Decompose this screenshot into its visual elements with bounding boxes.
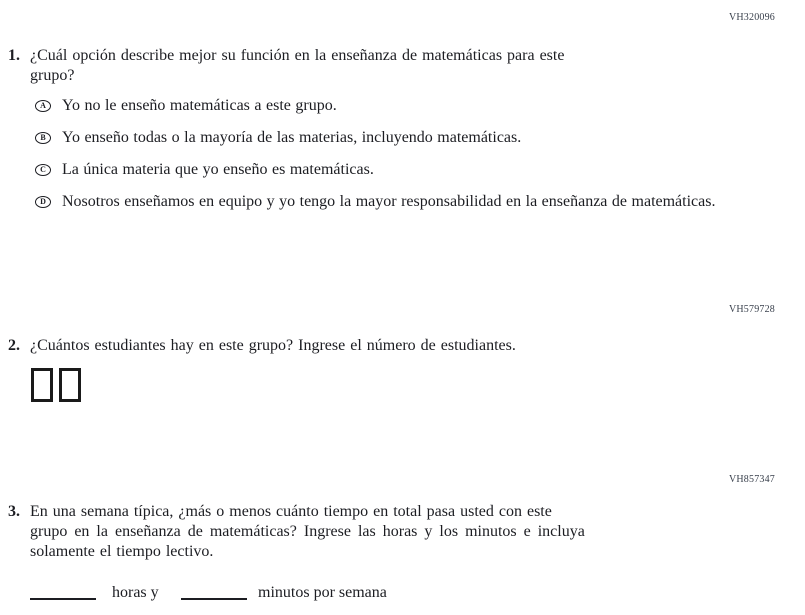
students-digit-box-1[interactable] (31, 368, 53, 402)
students-count-entry (31, 368, 81, 402)
minutes-label: minutos por semana (258, 584, 387, 601)
option-b-bubble-icon[interactable]: B (35, 132, 51, 144)
question1-text-line2: grupo? (30, 67, 75, 84)
question1-option-d[interactable] (0, 192, 760, 232)
option-a-label: Yo no le enseño matemáticas a este grupo. (62, 97, 337, 114)
option-d-label-line2: matemáticas. (631, 193, 716, 210)
question1-option-c[interactable] (0, 160, 760, 180)
question1-item-id: VH320096 (728, 12, 775, 23)
question3-text-line1: En una semana típica, ¿más o menos cuánto tiempo en total pasa usted con este (30, 503, 552, 520)
students-digit-box-2[interactable] (59, 368, 81, 402)
question3-item-id: VH857347 (728, 474, 775, 485)
option-c-bubble-icon[interactable]: C (35, 164, 51, 176)
option-d-label-line1: Nosotros enseñamos en equipo y yo tengo la mayor responsabilidad en la enseñanza de (62, 193, 628, 210)
question1-text (30, 46, 678, 86)
hours-label: horas y (112, 584, 159, 601)
option-c-label: La única materia que yo enseño es matemáticas. (62, 161, 374, 178)
question1-option-b[interactable] (0, 128, 760, 148)
option-d-label (62, 192, 722, 212)
question2-item-id: VH579728 (728, 304, 775, 315)
option-d-bubble-icon[interactable]: D (35, 196, 51, 208)
minutes-input-blank[interactable] (181, 585, 247, 600)
question2-number: 2. (8, 337, 20, 354)
question2-text (30, 336, 678, 356)
question2-text-line1: ¿Cuántos estudiantes hay en este grupo? Ingrese el número de estudiantes. (30, 337, 516, 354)
question3-text (30, 502, 678, 562)
hours-input-blank[interactable] (30, 585, 96, 600)
question1-option-a[interactable] (0, 96, 760, 116)
question3-number: 3. (8, 503, 20, 520)
option-a-bubble-icon[interactable]: A (35, 100, 51, 112)
option-b-label: Yo enseño todas o la mayoría de las materias, incluyendo matemáticas. (62, 129, 522, 146)
question3-text-line3: solamente el tiempo lectivo. (30, 543, 214, 560)
question1-number: 1. (8, 47, 20, 64)
question1-text-line1: ¿Cuál opción describe mejor su función en la enseñanza de matemáticas para este (30, 47, 565, 64)
question3-text-line2: grupo en la enseñanza de matemáticas? Ingrese las horas y los minutos e incluya (30, 523, 585, 540)
